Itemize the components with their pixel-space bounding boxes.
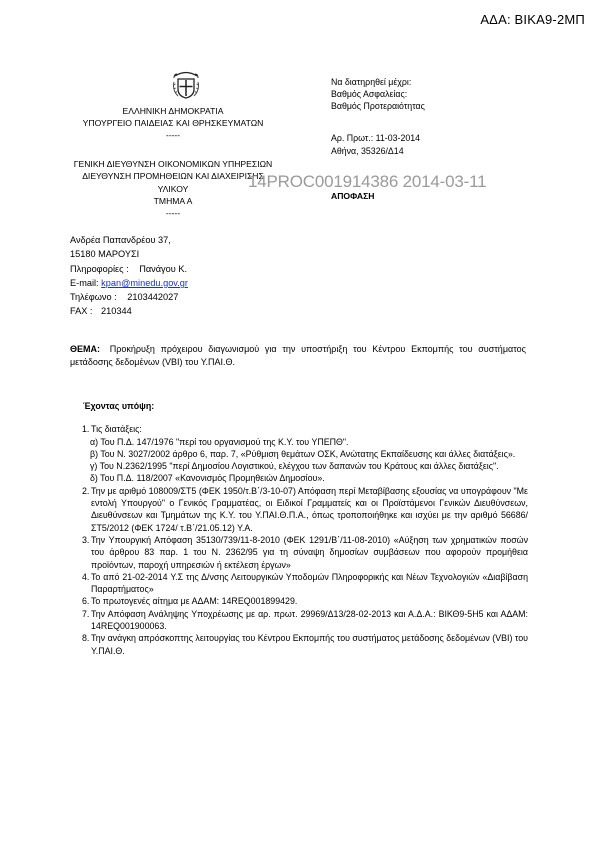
fax-label: FAX : [70, 306, 93, 316]
header-separator: ----- [165, 130, 181, 140]
info-label: Πληροφορίες : [70, 264, 129, 274]
address-line-1: Ανδρέα Παπανδρέου 37, [70, 235, 171, 245]
list-item: 7. Την Απόφαση Ανάληψης Υποχρέωσης με αρ. πρωτ. 29969/Δ13/28-02-2013 και Α.Δ.Α.: ΒΙΚΘ9-5Η5 και ΑΔΑΜ: 14REQ001900063. [82, 608, 528, 632]
watermark: 14PROC001914386 2014-03-11 [248, 172, 487, 191]
fax-value: 210344 [101, 306, 132, 316]
considering-heading: Έχοντας υπόψη: [83, 401, 155, 411]
priority-level: Βαθμός Προτεραιότητας [331, 101, 425, 111]
header-separator: ----- [165, 208, 181, 218]
place-and-protocol: Αθήνα, 35326/Δ14 [331, 146, 404, 156]
header-line-general-directorate: ΓΕΝΙΚΗ ΔΙΕΥΘΥΝΣΗ ΟΙΚΟΝΟΜΙΚΩΝ ΥΠΗΡΕΣΙΩΝ [73, 159, 273, 169]
fax-row [70, 305, 132, 319]
phone-row [70, 291, 178, 305]
document-body [70, 400, 528, 657]
ada-code: ΑΔΑ: ΒΙΚΑ9-2ΜΠ [480, 12, 585, 27]
sub-list-item: γ) Του Ν.2362/1995 "περί Δημοσίου Λογιστικού, ελέγχου των δαπανών του Κράτους και άλλες διατάξεις". [90, 461, 499, 472]
sub-list-item: δ) Του Π.Δ. 118/2007 «Κανονισμός Προμηθειών Δημοσίου». [90, 473, 325, 484]
list-item: 1. Τις διατάξεις: [82, 424, 142, 435]
info-row [70, 263, 187, 277]
list-item: 6. Το πρωτογενές αίτημα με ΑΔΑΜ: 14REQ001899429. [82, 596, 298, 607]
decision-title: ΑΠΟΦΑΣΗ [331, 191, 375, 201]
header-line-ministry: ΥΠΟΥΡΓΕΙΟ ΠΑΙΔΕΙΑΣ ΚΑΙ ΘΡΗΣΚΕΥΜΑΤΩΝ [82, 118, 264, 128]
phone-value: 2103442027 [127, 292, 179, 302]
subject-label: ΘΕΜΑ: [70, 344, 100, 354]
header-line-republic: ΕΛΛΗΝΙΚΗ ΔΗΜΟΚΡΑΤΙΑ [122, 106, 224, 116]
protocol-number: Αρ. Πρωτ.: 11-03-2014 [331, 133, 421, 143]
subject-text: Προκήρυξη πρόχειρου διαγωνισμού για την υποστήριξη του Κέντρου Εκπομπής του συστήματος μετάδοσης δεδομένων (VBI) του Υ.ΠΑΙ.Θ. [70, 344, 526, 367]
header-line-material: ΥΛΙΚΟΥ [157, 184, 189, 194]
list-item: 2. Την με αριθμό 108009/ΣΤ5 (ΦΕΚ 1950/τ.Β΄/3-10-07) Απόφαση περί Μεταβίβασης εξουσίας να υπογράφουν "Με εντολή Υπουργού" ο Γενικός Γραμματέας, οι Ειδικοί Γραμματείς και οι Προϊστάμενοι Γενικών Διευθύνσεων, Διευθύνσεων και Τμημάτων της Κ.Υ. του Υ.ΠΑΙ.Θ.Π.Α., όπως τροποποιήθηκε και ισχύει με την αριθμό 56686/ΣΤ5/2012 (ΦΕΚ 1724/ τ.Β΄/21.05.12) Υ.Α. [82, 485, 528, 533]
email-link[interactable]: kpan@minedu.gov.gr [101, 278, 188, 288]
email-label: E-mail: [70, 278, 99, 288]
address-line-2: 15180 ΜΑΡΟΥΣΙ [70, 249, 140, 259]
sub-list-item: β) Του Ν. 3027/2002 άρθρο 6, παρ. 7, «Ρύθμιση θεμάτων ΟΣΚ, Ανώτατης Εκπαίδευσης και άλλες διατάξεις». [90, 448, 516, 459]
security-level: Βαθμός Ασφαλείας: [331, 89, 408, 99]
phone-label: Τηλέφωνο : [70, 292, 117, 302]
subject [70, 343, 526, 369]
list-item: 8. Την ανάγκη απρόσκοπτης λειτουργίας του Κέντρου Εκπομπής του συστήματος μετάδοσης δεδομένων (VBI) του Υ.ΠΑΙ.Θ. [82, 633, 528, 656]
email-row [70, 277, 188, 291]
list-item: 4. Το από 21-02-2014 Υ.Σ της Δ/νσης Λειτουργικών Υποδομών Πληροφορικής και Νέων Τεχνολογιών «Διαβίβαση Παραρτήματος» [82, 571, 528, 595]
greek-emblem-icon [172, 70, 200, 100]
keep-until: Να διατηρηθεί μέχρι: [331, 77, 412, 87]
info-value: Πανάγου Κ. [139, 264, 188, 274]
sub-list-item: α) Του Π.Δ. 147/1976 "περί του οργανισμού της Κ.Υ. του ΥΠΕΠΘ". [90, 436, 349, 447]
header-line-department: ΤΜΗΜΑ Α [153, 196, 193, 206]
header-line-directorate: ΔΙΕΥΘΥΝΣΗ ΠΡΟΜΗΘΕΙΩΝ ΚΑΙ ΔΙΑΧΕΙΡΙΣΗΣ [82, 171, 264, 181]
list-item: 3. Την Υπουργική Απόφαση 35130/739/11-8-2010 (ΦΕΚ 1291/Β΄/11-08-2010) «Αύξηση των χρηματικών ποσών του άρθρου 83 παρ. 1 του Ν. 2362/95 για τη σύναψη δημοσίων συμβάσεων που αφορούν προμήθεια προϊόντων, παροχή υπηρεσιών ή εκτέλεση έργων» [82, 534, 528, 570]
